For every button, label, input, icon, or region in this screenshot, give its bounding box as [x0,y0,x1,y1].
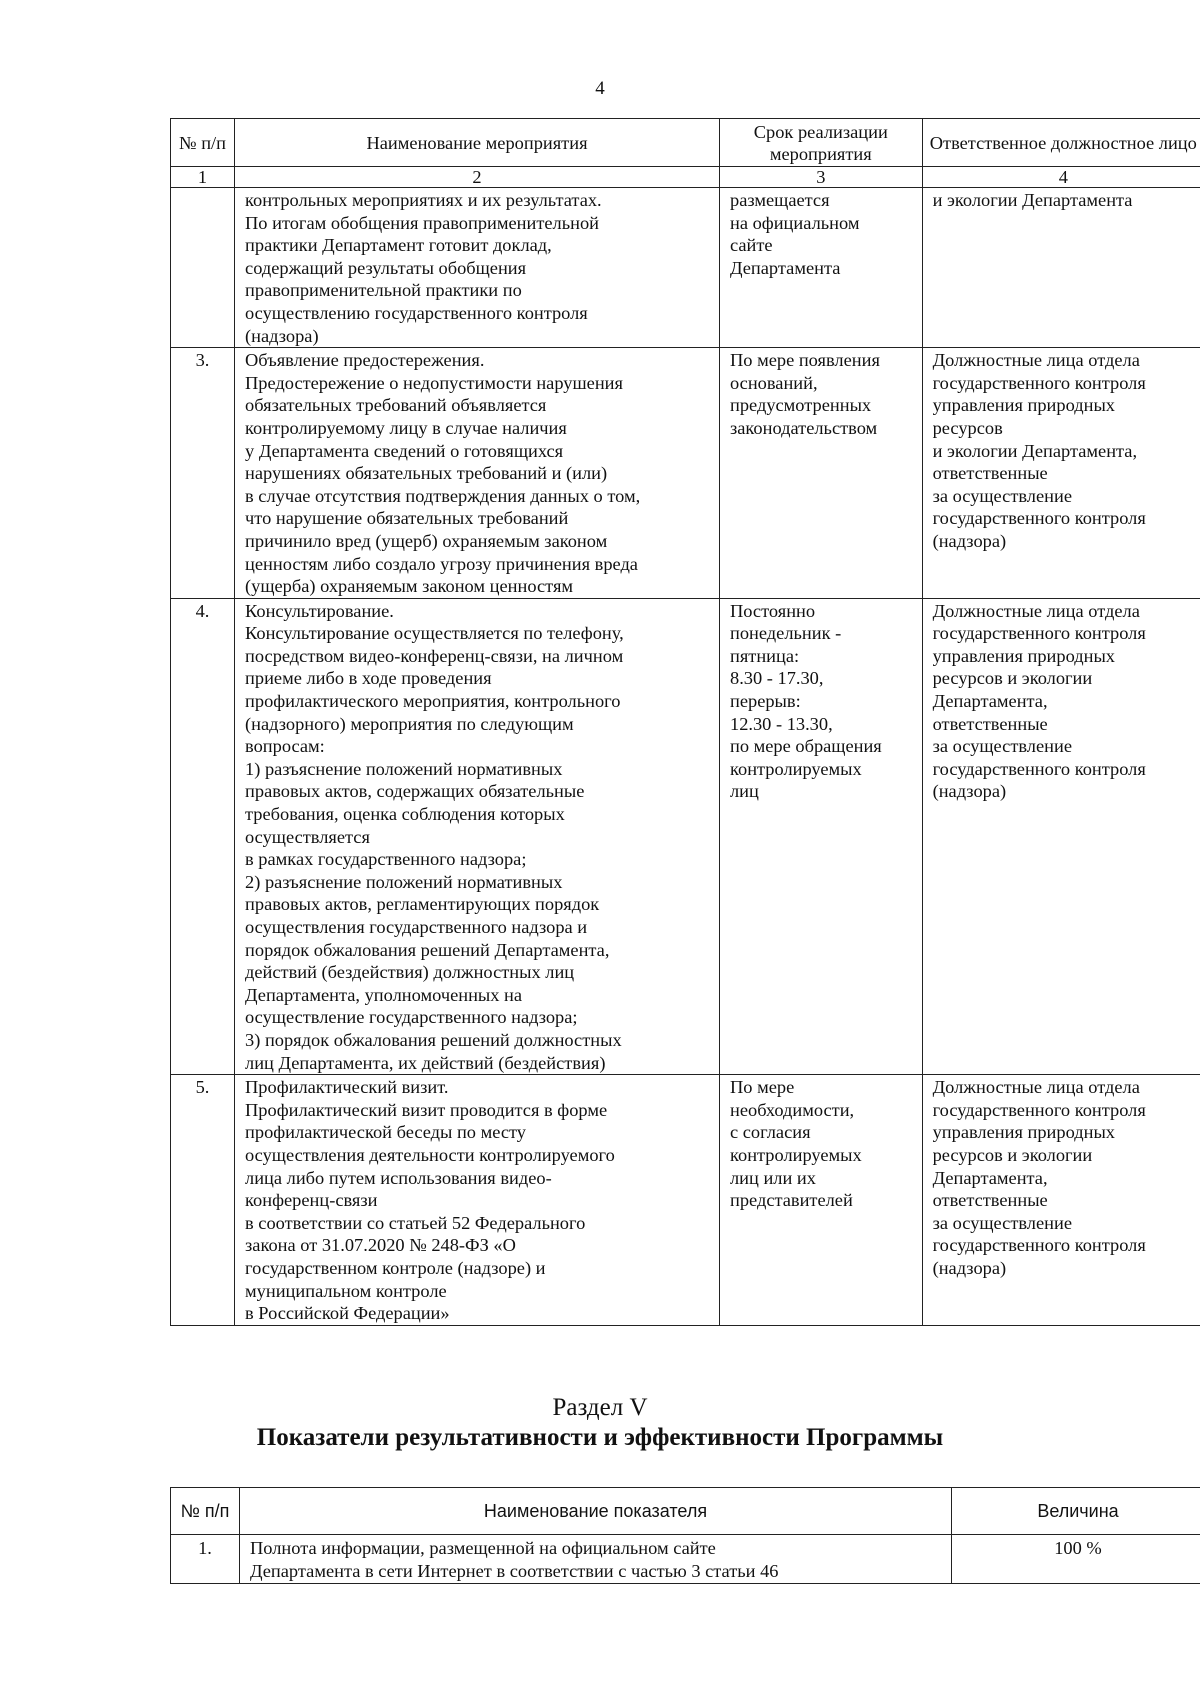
text-line: перерыв: [730,691,801,712]
text-line: ответственные [932,1190,1048,1211]
text-line: Предостережение о недопустимости нарушения [245,372,623,393]
text-line: (надзорного) мероприятия по следующим [245,713,574,734]
text-line: на официальном [730,212,860,233]
text-line: законодательством [730,417,878,438]
text-line: за осуществление [932,1212,1072,1233]
measure-row [171,188,1200,348]
text-line: Департамента в сети Интернет в соответствии с частью 3 статьи 46 [250,1561,779,1581]
text-line: практики Департамент готовит доклад, [245,235,552,256]
measures-header-row [171,119,1200,167]
text-line: (надзора) [932,530,1007,551]
text-line: 8.30 - 17.30, [730,668,824,689]
text-line: Должностные лица отдела [932,600,1140,621]
row-number: 4. [171,598,235,1074]
text-line: Консультирование осуществляется по телефону, [245,623,624,644]
text-line: (ущерба) охраняемым законом ценностям [245,576,574,597]
text-line: осуществления государственного надзора и [245,917,588,937]
header-number: № п/п [171,1488,240,1535]
text-line: контрольных мероприятиях и их результатах. [245,190,602,210]
text-line: контролируемых [730,758,862,779]
text-line: причинило вред (ущерб) охраняемым законом [245,530,608,551]
text-line: порядок обжалования решений Департамента, [245,939,610,960]
section-number: Раздел V [552,1394,648,1421]
section-heading: Показатели результативности и эффективности Программы [256,1424,944,1451]
header-term: Срок реализации мероприятия [720,119,923,167]
measure-name-cell [235,1075,720,1326]
text-line: ценностям либо создало угрозу причинения вреда [245,553,638,574]
text-line: государственном контроле (надзоре) и [245,1257,546,1278]
text-line: за осуществление [932,485,1072,506]
text-line: По итогам обобщения правоприменительной [245,212,600,233]
text-line: управления природных [932,395,1115,416]
text-line: Профилактический визит проводится в форме [245,1099,608,1120]
text-line: управления природных [932,645,1115,666]
text-line: осуществление государственного надзора; [245,1007,578,1028]
measure-name-cell [235,598,720,1074]
text-line: (надзора) [932,781,1007,802]
text-line: государственного контроля [932,1235,1146,1256]
indicator-row [171,1535,1200,1584]
measure-term-cell [720,1075,923,1326]
text-line: с согласия [730,1122,811,1143]
text-line: лиц [730,781,759,802]
text-line: профилактической беседы по месту [245,1122,527,1143]
measures-body [171,188,1200,1326]
text-line: лиц или их [730,1167,816,1188]
text-line: Должностные лица отдела [932,350,1140,371]
text-line: сайте [730,235,773,256]
text-line: государственного контроля [932,508,1146,529]
text-line: в рамках государственного надзора; [245,849,527,870]
measure-row [171,1075,1200,1326]
text-line: за осуществление [932,736,1072,757]
text-line: Департамента [730,257,841,278]
measure-term-cell [720,188,923,348]
text-line: По мере появления [730,350,880,371]
text-line: необходимости, [730,1099,855,1120]
text-line: и экологии Департамента, [932,440,1138,461]
column-number: 3 [720,167,923,188]
text-line: правоприменительной практики по [245,280,522,301]
text-line: в соответствии со статьей 52 Федерального [245,1212,586,1233]
text-line: и экологии Департамента [932,190,1133,210]
indicators-header-row [171,1488,1200,1535]
text-line: приеме либо в ходе проведения [245,668,492,689]
measure-name-cell [235,348,720,599]
text-line: Департамента, [932,691,1048,712]
text-line: в случае отсутствия подтверждения данных о том, [245,485,641,506]
text-line: правовых актов, содержащих обязательные [245,781,585,802]
text-line: вопросам: [245,736,325,757]
text-line: размещается [730,190,830,210]
measure-responsible-cell [922,348,1200,599]
text-line: содержащий результаты обобщения [245,257,527,278]
measure-responsible-cell [922,188,1200,348]
text-line: что нарушение обязательных требований [245,508,569,529]
text-line: осуществляется [245,826,370,847]
text-line: пятница: [730,645,800,666]
text-line: конференц-связи [245,1190,378,1211]
header-number: № п/п [171,119,235,167]
measure-term-cell [720,598,923,1074]
text-line: 3) порядок обжалования решений должностных [245,1029,622,1050]
text-line: Объявление предостережения. [245,350,485,371]
indicator-name-cell [240,1535,952,1584]
measure-row [171,348,1200,599]
text-line: ответственные [932,463,1048,484]
measure-responsible-cell [922,598,1200,1074]
text-line: государственного контроля [932,623,1146,644]
text-line: понедельник - [730,623,842,644]
text-line: Должностные лица отдела [932,1077,1140,1098]
text-line: действий (бездействия) должностных лиц [245,962,575,983]
indicators-table [170,1487,1200,1584]
text-line: Консультирование. [245,600,394,621]
row-number: 5. [171,1075,235,1326]
measure-name-cell [235,188,720,348]
header-measure-name: Наименование мероприятия [235,119,720,167]
text-line: осуществления деятельности контролируемого [245,1144,615,1165]
text-line: у Департамента сведений о готовящихся [245,440,564,461]
row-number [171,188,235,348]
header-value: Величина [952,1488,1200,1535]
row-number: 1. [171,1535,240,1584]
text-line: лиц Департамента, их действий (бездействия) [245,1052,606,1073]
text-line: представителей [730,1190,853,1211]
text-line: контролируемому лицу в случае наличия [245,417,567,438]
column-number: 2 [235,167,720,188]
text-line: 12.30 - 13.30, [730,713,833,734]
text-line: обязательных требований объявляется [245,395,547,416]
text-line: осуществлению государственного контроля [245,302,588,323]
text-line: управления природных [932,1122,1115,1143]
text-line: ресурсов и экологии [932,1144,1093,1165]
header-indicator-name: Наименование показателя [240,1488,952,1535]
text-line: 1) разъяснение положений нормативных [245,758,563,779]
indicators-body [171,1535,1200,1584]
text-line: профилактического мероприятия, контрольного [245,691,621,712]
text-line: нарушениях обязательных требований и (или) [245,463,608,484]
header-responsible: Ответственное должностное лицо [922,119,1200,167]
text-line: (надзора) [932,1257,1007,1278]
text-line: Департамента, уполномоченных на [245,984,523,1005]
measure-row [171,598,1200,1074]
column-number: 1 [171,167,235,188]
measure-responsible-cell [922,1075,1200,1326]
text-line: По мере [730,1077,795,1098]
text-line: по мере обращения [730,736,882,757]
text-line: закона от 31.07.2020 № 248-ФЗ «О [245,1235,516,1256]
measures-table [170,118,1200,1326]
text-line: Постоянно [730,600,816,621]
measure-term-cell [720,348,923,599]
text-line: государственного контроля [932,758,1146,779]
text-line: государственного контроля [932,372,1146,393]
text-line: (надзора) [245,325,319,346]
text-line: Полнота информации, размещенной на официальном сайте [250,1538,716,1558]
text-line: в Российской Федерации» [245,1303,450,1324]
page-number: 4 [595,78,605,99]
text-line: требования, оценка соблюдения которых [245,804,565,825]
text-line: ресурсов и экологии [932,668,1093,689]
text-line: Профилактический визит. [245,1077,449,1098]
text-line: муниципальном контроле [245,1280,447,1301]
text-line: оснований, [730,372,818,393]
text-line: предусмотренных [730,395,872,416]
text-line: посредством видео-конференц-связи, на личном [245,645,624,666]
text-line: 2) разъяснение положений нормативных [245,871,563,892]
text-line: ответственные [932,713,1048,734]
text-line: государственного контроля [932,1099,1146,1120]
text-line: контролируемых [730,1144,862,1165]
text-line: лица либо путем использования видео- [245,1167,552,1188]
indicator-value: 100 % [952,1535,1200,1584]
column-numbers-row [171,167,1200,188]
row-number: 3. [171,348,235,599]
column-number: 4 [922,167,1200,188]
text-line: правовых актов, регламентирующих порядок [245,894,600,915]
text-line: ресурсов [932,417,1003,438]
text-line: Департамента, [932,1167,1048,1188]
